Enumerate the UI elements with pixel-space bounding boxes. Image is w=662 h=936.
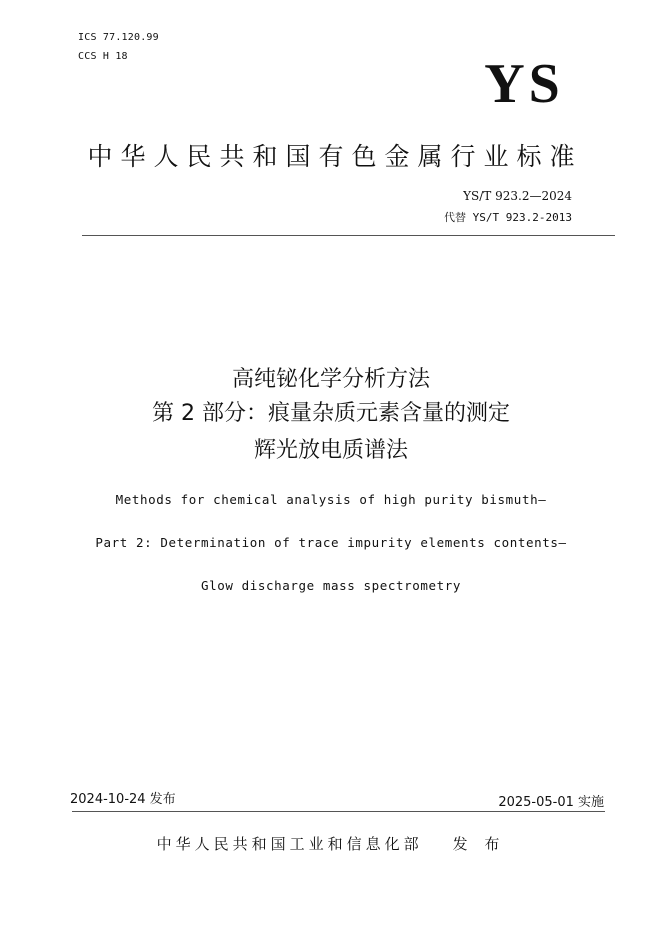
footer-divider xyxy=(72,811,605,812)
english-title-line-2: Part 2: Determination of trace impurity elements contents— xyxy=(95,535,567,550)
english-title-line-3: Glow discharge mass spectrometry xyxy=(200,578,462,593)
document-title-line-2: 第 2 部分：痕量杂质元素含量的测定 xyxy=(152,401,510,426)
document-title-line-3: 辉光放电质谱法 xyxy=(253,438,408,463)
release-date: 2024-10-24 发布 xyxy=(70,792,176,807)
english-title-line-1: Methods for chemical analysis of high purity bismuth— xyxy=(115,492,547,507)
ccs-code: CCS H 18 xyxy=(78,51,128,62)
header-divider xyxy=(82,235,615,236)
issuer-row xyxy=(0,833,662,854)
issue-label: 发 布 xyxy=(452,835,506,853)
document-title-line-1: 高纯铋化学分析方法 xyxy=(231,367,430,392)
issuing-authority: 中华人民共和国工业和信息化部 xyxy=(156,835,423,853)
ys-logo: YS xyxy=(484,53,564,115)
ics-code: ICS 77.120.99 xyxy=(78,32,159,43)
replaces-standard: 代替 YS/T 923.2-2013 xyxy=(444,211,572,224)
implementation-date: 2025-05-01 实施 xyxy=(498,795,604,810)
industry-standard-title: 中华人民共和国有色金属行业标准 xyxy=(87,142,583,171)
standard-number: YS/T 923.2—2024 xyxy=(463,189,572,203)
